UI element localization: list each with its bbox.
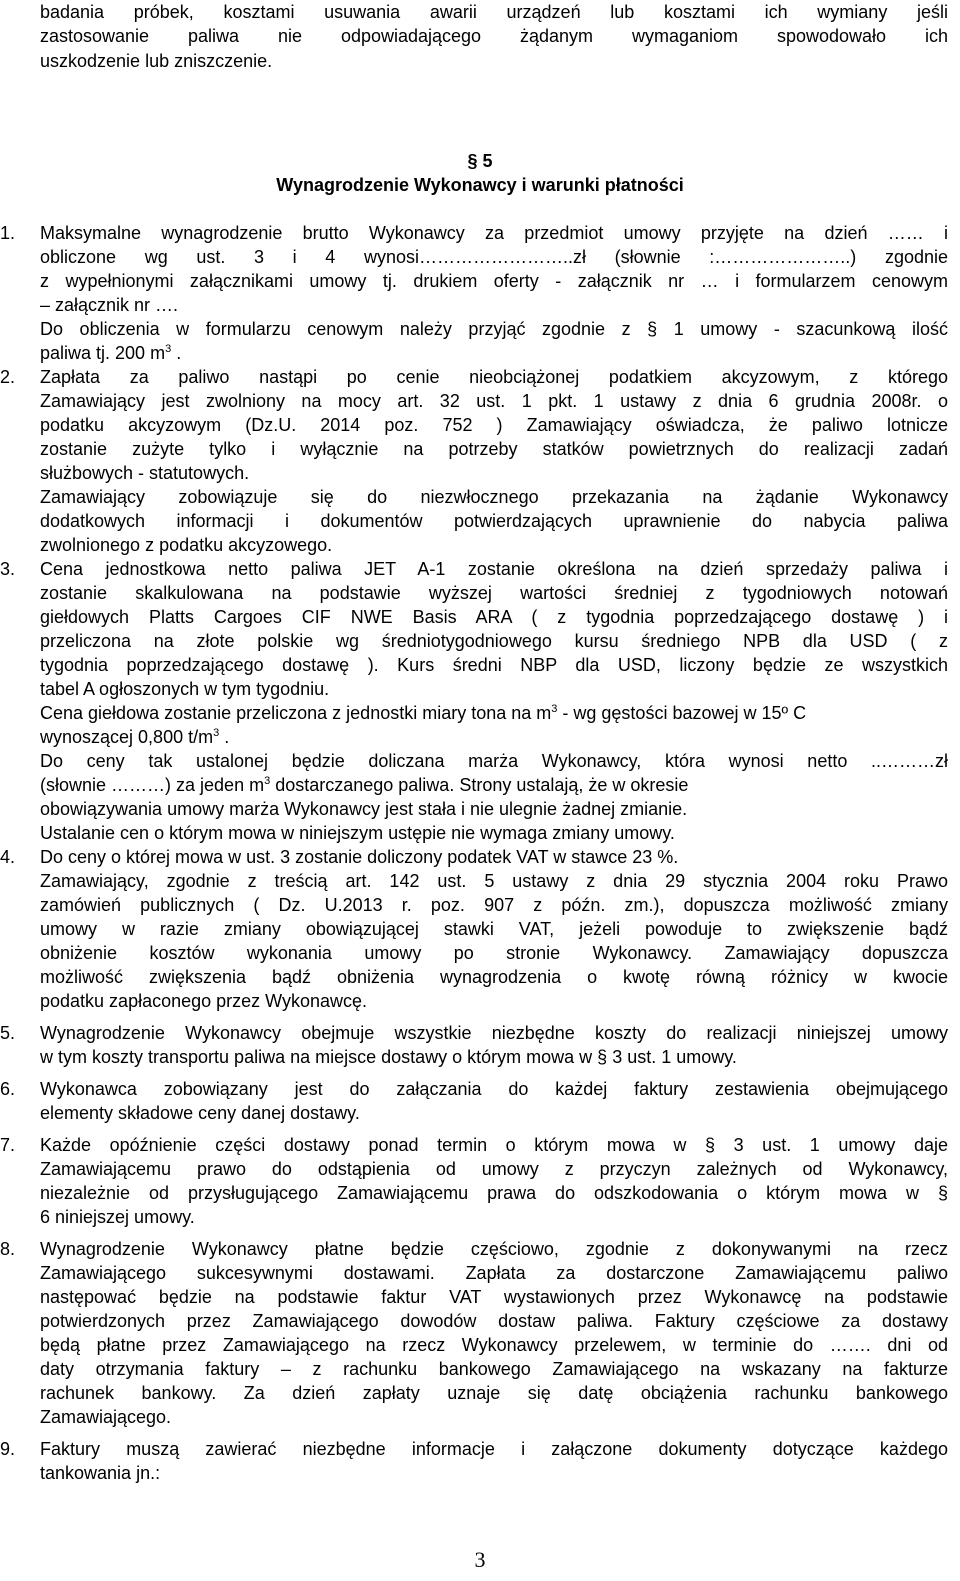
intro-line: uszkodzenie lub zniszczenie. xyxy=(40,51,273,71)
section-title: Wynagrodzenie Wykonawcy i warunki płatności xyxy=(276,175,684,195)
item-line: podatku akcyzowym (Dz.U. 2014 poz. 752 ) Zamawiający oświadcza, że paliwo lotnicze xyxy=(40,415,948,435)
item-line: Faktury muszą zawierać niezbędne informacje i załączone dokumenty dotyczące każdego xyxy=(40,1439,948,1459)
item-line: następować będzie na podstawie faktur VAT wystawionych przez Wykonawcę na podstawie xyxy=(40,1287,948,1307)
item-line: Wykonawca zobowiązany jest do załączania do każdej faktury zestawienia obejmującego xyxy=(40,1079,948,1099)
item-line-text: . xyxy=(219,727,230,747)
item-line: zostanie skalkulowana na podstawie wyższej wartości średniej z tygodniowych notowań xyxy=(40,583,948,603)
item-number: 9. xyxy=(0,1439,16,1459)
item-line: Zamawiającego. xyxy=(40,1407,172,1427)
item-number: 1. xyxy=(0,223,16,243)
superscript: 3 xyxy=(264,775,271,787)
item-line: – załącznik nr …. xyxy=(40,295,179,315)
item-line: Wynagrodzenie Wykonawcy płatne będzie częściowo, zgodnie z dokonywanymi na rzecz xyxy=(40,1239,948,1259)
item-number: 6. xyxy=(0,1079,16,1099)
intro-line: badania próbek, kosztami usuwania awarii urządzeń lub kosztami ich wymiany jeśli xyxy=(40,2,948,22)
page-number: 3 xyxy=(474,1547,486,1572)
item-line: zamówień publicznych ( Dz. U.2013 r. poz. 907 z późn. zm.), dopuszcza możliwość zmiany xyxy=(40,895,948,915)
item-line: Zapłata za paliwo nastąpi po cenie nieobciążonej podatkiem akcyzowym, z którego xyxy=(40,367,948,387)
item-line: Zamawiającemu prawo do odstąpienia od umowy z przyczyn zależnych od Wykonawcy, xyxy=(40,1159,948,1179)
section-number: § 5 xyxy=(467,151,493,171)
item-line: umowy w razie zmiany obowiązującej stawki VAT, jeżeli powoduje to zwiększenie bądź xyxy=(40,919,948,939)
item-line-text: paliwa tj. 200 m xyxy=(40,343,166,363)
item-line-text: - wg gęstości bazowej w 15º C xyxy=(557,703,807,723)
item-number: 2. xyxy=(0,367,16,387)
item-line: daty otrzymania faktury – z rachunku bankowego Zamawiającego na wskazany na fakturze xyxy=(40,1359,948,1379)
item-line: dodatkowych informacji i dokumentów potwierdzających uprawnienie do nabycia paliwa xyxy=(40,511,948,531)
item-line: elementy składowe ceny danej dostawy. xyxy=(40,1103,360,1123)
item-line: potwierdzonych przez Zamawiającego dowodów dostaw paliwa. Faktury częściowe za dostawy xyxy=(40,1311,948,1331)
item-line xyxy=(40,773,948,797)
item-line: Zamawiającego sukcesywnymi dostawami. Zapłata za dostarczone Zamawiającemu paliwo xyxy=(40,1263,948,1283)
item-line: Wynagrodzenie Wykonawcy obejmuje wszystkie niezbędne koszty do realizacji niniejszej umowy xyxy=(40,1023,948,1043)
item-line: zostanie zużyte tylko i wyłącznie na potrzeby statków powietrznych do realizacji zadań xyxy=(40,439,948,459)
item-line: w tym koszty transportu paliwa na miejsce dostawy o którym mowa w § 3 ust. 1 umowy. xyxy=(40,1047,737,1067)
item-line: rachunek bankowy. Za dzień zapłaty uznaje się datę obciążenia rachunku bankowego xyxy=(40,1383,948,1403)
item-line: tabel A ogłoszonych w tym tygodniu. xyxy=(40,679,330,699)
item-line: giełdowych Platts Cargoes CIF NWE Basis ARA ( z tygodnia poprzedzającego dostawę ) i xyxy=(40,607,948,627)
item-line: Zamawiający, zgodnie z treścią art. 142 ust. 5 ustawy z dnia 29 stycznia 2004 roku Prawo xyxy=(40,871,948,891)
item-number: 7. xyxy=(0,1135,16,1155)
item-line: niezależnie od przysługującego Zamawiającemu prawa do odszkodowania o którym mowa w § xyxy=(40,1183,948,1203)
superscript: 3 xyxy=(551,703,558,715)
item-line: z wypełnionymi załącznikami umowy tj. drukiem oferty - załącznik nr … i formularzem cenowym xyxy=(40,271,948,291)
item-line: Ustalanie cen o którym mowa w niniejszym ustępie nie wymaga zmiany umowy. xyxy=(40,823,675,843)
item-number: 4. xyxy=(0,847,16,867)
item-line: służbowych - statutowych. xyxy=(40,463,250,483)
item-line: obowiązywania umowy marża Wykonawcy jest stała i nie ulegnie żadnej zmianie. xyxy=(40,799,688,819)
item-line: tygodnia poprzedzającego dostawę ). Kurs średni NBP dla USD, liczony będzie ze wszystkich xyxy=(40,655,948,675)
item-line: obniżenie kosztów wykonania umowy po stronie Wykonawcy. Zamawiający dopuszcza xyxy=(40,943,948,963)
item-line: zwolnionego z podatku akcyzowego. xyxy=(40,535,333,555)
item-line: tankowania jn.: xyxy=(40,1463,161,1483)
item-line xyxy=(40,725,229,749)
item-line-text: . xyxy=(171,343,182,363)
item-line: Zamawiający jest zwolniony na mocy art. 32 ust. 1 pkt. 1 ustawy z dnia 6 grudnia 2008r. o xyxy=(40,391,948,411)
item-line-text: wynoszącej 0,800 t/m xyxy=(40,727,214,747)
item-line: Zamawiający zobowiązuje się do niezwłocznego przekazania na żądanie Wykonawcy xyxy=(40,487,948,507)
item-line: Każde opóźnienie części dostawy ponad termin o którym mowa w § 3 ust. 1 umowy daje xyxy=(40,1135,948,1155)
item-line: przeliczona na złote polskie wg średniotygodniowego kursu średniego NPB dla USD ( z xyxy=(40,631,948,651)
item-line-text: dostarczanego paliwa. Strony ustalają, że w okresie xyxy=(270,775,689,795)
item-line: Do obliczenia w formularzu cenowym należy przyjąć zgodnie z § 1 umowy - szacunkową ilość xyxy=(40,319,948,339)
item-line: Cena jednostkowa netto paliwa JET A-1 zostanie określona na dzień sprzedaży paliwa i xyxy=(40,559,948,579)
item-number: 3. xyxy=(0,559,16,579)
item-line: obliczone wg ust. 3 i 4 wynosi……………………..zł (słownie :…………………..) zgodnie xyxy=(40,247,948,267)
item-line-text: (słownie ………) za jeden m xyxy=(40,775,265,795)
item-line: podatku zapłaconego przez Wykonawcę. xyxy=(40,991,368,1011)
item-line: Maksymalne wynagrodzenie brutto Wykonawcy za przedmiot umowy przyjęte na dzień …… i xyxy=(40,223,948,243)
item-line: 6 niniejszej umowy. xyxy=(40,1207,195,1227)
item-line-text: Cena giełdowa zostanie przeliczona z jednostki miary tona na m xyxy=(40,703,552,723)
item-line: Do ceny tak ustalonej będzie doliczana marża Wykonawcy, która wynosi netto ..………zł xyxy=(40,751,948,771)
superscript: 3 xyxy=(213,727,220,739)
item-line xyxy=(40,341,181,365)
intro-line: zastosowanie paliwa nie odpowiadającego żądanym wymaganiom spowodowało ich xyxy=(40,26,948,46)
superscript: 3 xyxy=(165,343,172,355)
item-number: 8. xyxy=(0,1239,16,1259)
item-line: Do ceny o której mowa w ust. 3 zostanie doliczony podatek VAT w stawce 23 %. xyxy=(40,847,679,867)
item-line xyxy=(40,701,948,725)
item-line: możliwość zwiększenia bądź obniżenia wynagrodzenia o kwotę równą różnicy w kwocie xyxy=(40,967,948,987)
item-line: będą płatne przez Zamawiającego na rzecz Wykonawcy przelewem, w terminie do ……. dni od xyxy=(40,1335,948,1355)
item-number: 5. xyxy=(0,1023,16,1043)
